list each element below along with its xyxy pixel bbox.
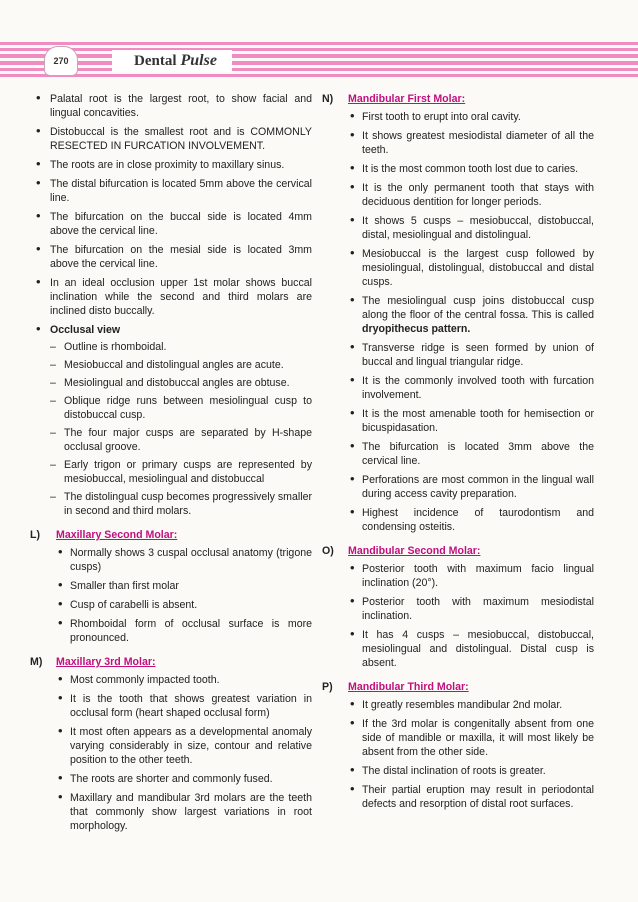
brand-word-pulse: Pulse [180,52,217,69]
section-mandibular-third-molar [322,680,594,811]
section-heading: Mandibular First Molar: [348,93,466,105]
list-item: • The roots are shorter and commonly fused. [56,772,312,786]
section-heading: Mandibular Third Molar: [348,681,469,693]
tooth-icon [44,46,78,76]
list-item: • It greatly resembles mandibular 2nd molar. [348,698,594,712]
list-item: • Highest incidence of taurodontism and condensing osteitis. [348,506,594,534]
list-item: • Posterior tooth with maximum mesiodistal inclination. [348,595,594,623]
list-item: – Mesiobuccal and distolingual angles are acute. [50,358,312,372]
list-item: • It is the commonly involved tooth with furcation involvement. [348,374,594,402]
list-item: • The bifurcation on the buccal side is located 4mm above the cervical line. [30,210,312,238]
list-item-text: The mesiolingual cusp joins distobuccal cusp along the floor of the central fossa. This is called [362,295,594,321]
list-item: • Smaller than first molar [56,579,312,593]
list-item: – The distolingual cusp becomes progressively smaller in second and third molars. [50,490,312,518]
list-item: • It is the tooth that shows greatest variation in occlusal form (heart shaped occlusal form) [56,692,312,720]
header-stripes [0,42,638,80]
page-number: 270 [53,56,69,66]
occlusal-view-title: Occlusal view [50,324,121,336]
list-item: • First tooth to erupt into oral cavity. [348,110,594,124]
list-item: • The distal inclination of roots is greater. [348,764,594,778]
list-item: – The four major cusps are separated by H-shape occlusal groove. [50,426,312,454]
intro-bullet-list [30,92,312,518]
list-item: – Early trigon or primary cusps are represented by mesiobuccal, mesiolingual and distobuccal [50,458,312,486]
list-item: – Oblique ridge runs between mesiolingual cusp to distobuccal cusp. [50,394,312,422]
list-item: • Perforations are most common in the lingual wall during access cavity preparation. [348,473,594,501]
list-item: • Most commonly impacted tooth. [56,673,312,687]
list-item: • It is the only permanent tooth that stays with deciduous dentition for longer periods. [348,181,594,209]
list-item: • Normally shows 3 cuspal occlusal anatomy (trigone cusps) [56,546,312,574]
dryopithecus-term: dryopithecus pattern. [362,323,471,335]
brand-word-dental: Dental [134,52,177,69]
section-heading: Maxillary Second Molar: [56,529,178,541]
list-item: • Mesiobuccal is the largest cusp followed by mesiolingual, distolingual, distobuccal and distal cusps. [348,247,594,289]
list-item: • If the 3rd molar is congenitally absent from one side of mandible or maxilla, it will most likely be absent from the other side. [348,717,594,759]
section-bullet-list [348,110,594,534]
section-bullet-list [56,673,312,833]
section-maxillary-third-molar [30,655,312,833]
list-item: • It shows 5 cusps – mesiobuccal, distobuccal, distal, mesiolingual and distolingual. [348,214,594,242]
occlusal-view-item [30,323,312,518]
list-item: • Their partial eruption may result in periodontal defects and resorption of distal root surfaces. [348,783,594,811]
list-item: • The roots are in close proximity to maxillary sinus. [30,158,312,172]
list-item: • Transverse ridge is seen formed by union of buccal and lingual triangular ridge. [348,341,594,369]
list-item: – Outline is rhomboidal. [50,340,312,354]
section-heading: Maxillary 3rd Molar: [56,656,156,668]
section-mandibular-second-molar [322,544,594,670]
list-item: • Posterior tooth with maximum facio lingual inclination (20°). [348,562,594,590]
section-bullet-list [348,698,594,811]
list-item: • The distal bifurcation is located 5mm above the cervical line. [30,177,312,205]
section-marker: L) [30,529,40,541]
occlusal-dash-list [50,340,312,518]
section-mandibular-first-molar [322,92,594,534]
list-item: • Cusp of carabelli is absent. [56,598,312,612]
right-column [322,92,594,816]
list-item: • Distobuccal is the smallest root and is COMMONLY RESECTED IN FURCATION INVOLVEMENT. [30,125,312,153]
list-item: – Mesiolingual and distobuccal angles are obtuse. [50,376,312,390]
section-maxillary-second-molar [30,528,312,645]
list-item: • It shows greatest mesiodistal diameter of all the teeth. [348,129,594,157]
list-item: • The bifurcation on the mesial side is located 3mm above the cervical line. [30,243,312,271]
list-item: • It is the most common tooth lost due to caries. [348,162,594,176]
list-item: • Palatal root is the largest root, to show facial and lingual concavities. [30,92,312,120]
section-marker: P) [322,681,333,693]
section-marker: O) [322,545,334,557]
list-item: • It is the most amenable tooth for hemisection or bicuspidasation. [348,407,594,435]
section-heading: Mandibular Second Molar: [348,545,481,557]
left-column [30,92,312,838]
section-bullet-list [348,562,594,670]
section-marker: N) [322,93,334,105]
list-item: • Rhomboidal form of occlusal surface is more pronounced. [56,617,312,645]
brand-header [112,50,232,72]
list-item: • It has 4 cusps – mesiobuccal, distobuccal, mesiolingual and distolingual. Distal cusp is absent. [348,628,594,670]
section-marker: M) [30,656,43,668]
list-item [348,294,594,336]
list-item: • In an ideal occlusion upper 1st molar shows buccal inclination while the second and third molars are inclined disto buccally. [30,276,312,318]
section-bullet-list [56,546,312,645]
list-item: • The bifurcation is located 3mm above the cervical line. [348,440,594,468]
list-item: • It most often appears as a developmental anomaly varying considerably in size, contour and relative position to the other teeth. [56,725,312,767]
list-item: • Maxillary and mandibular 3rd molars are the teeth that commonly show largest variations in root morphology. [56,791,312,833]
